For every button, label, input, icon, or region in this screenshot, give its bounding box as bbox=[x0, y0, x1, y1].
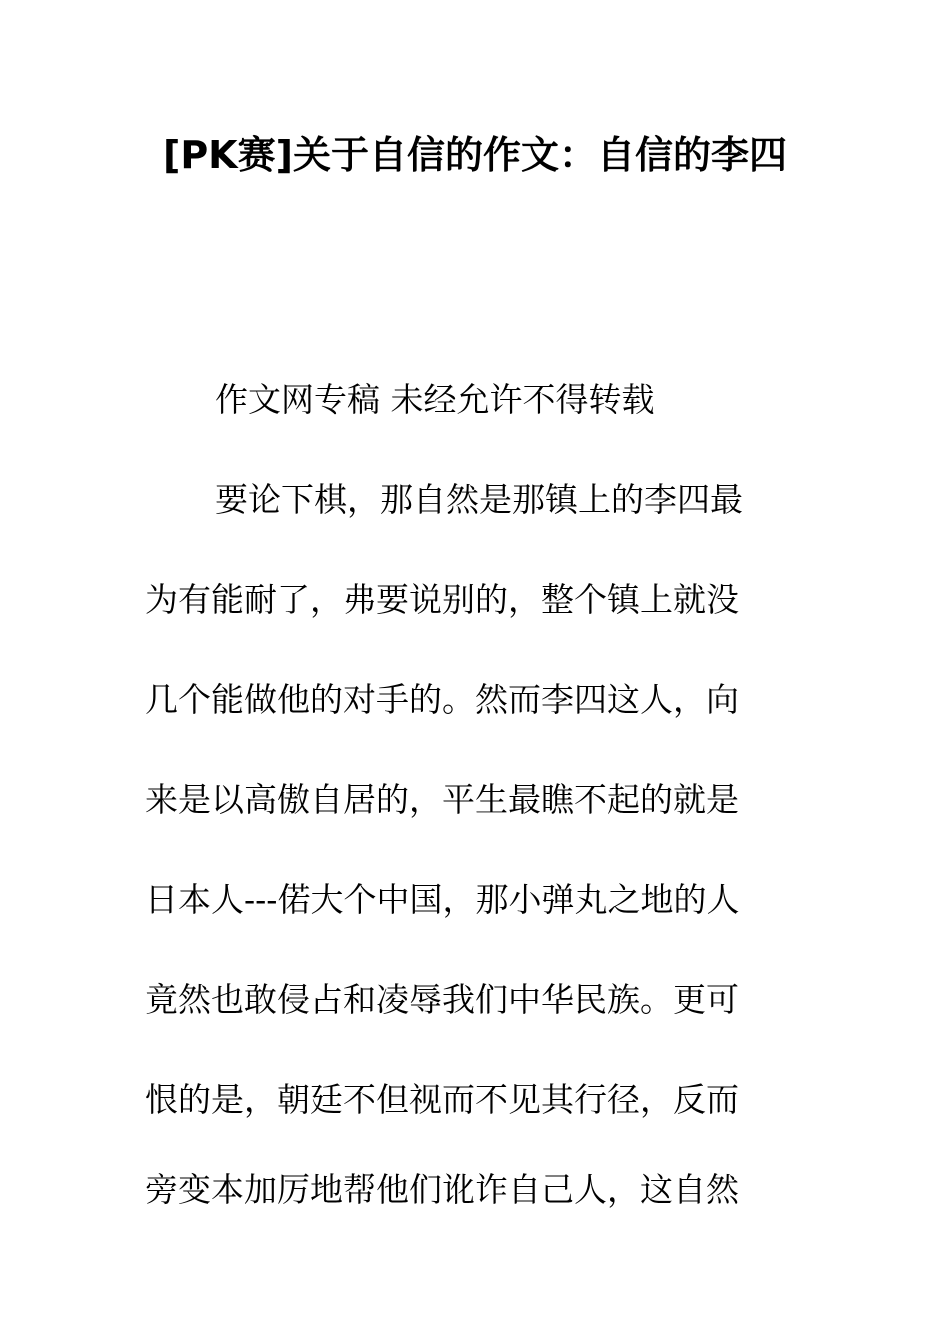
body-line: 为有能耐了，弗要说别的，整个镇上就没 bbox=[145, 580, 739, 619]
body-line: 日本人---偌大个中国，那小弹丸之地的人 bbox=[145, 880, 740, 919]
document-title: [PK赛]关于自信的作文：自信的李四 bbox=[162, 133, 788, 177]
body-line: 旁变本加厉地帮他们讹诈自己人，这自然 bbox=[145, 1170, 739, 1209]
body-line: 来是以高傲自居的，平生最瞧不起的就是 bbox=[145, 780, 739, 819]
body-line: 恨的是，朝廷不但视而不见其行径，反而 bbox=[145, 1080, 739, 1119]
body-line: 要论下棋，那自然是那镇上的李四最 bbox=[215, 480, 743, 519]
byline: 作文网专稿 未经允许不得转载 bbox=[215, 380, 655, 419]
body-line: 几个能做他的对手的。然而李四这人，向 bbox=[145, 680, 739, 719]
body-line: 竟然也敢侵占和凌辱我们中华民族。更可 bbox=[145, 980, 739, 1019]
